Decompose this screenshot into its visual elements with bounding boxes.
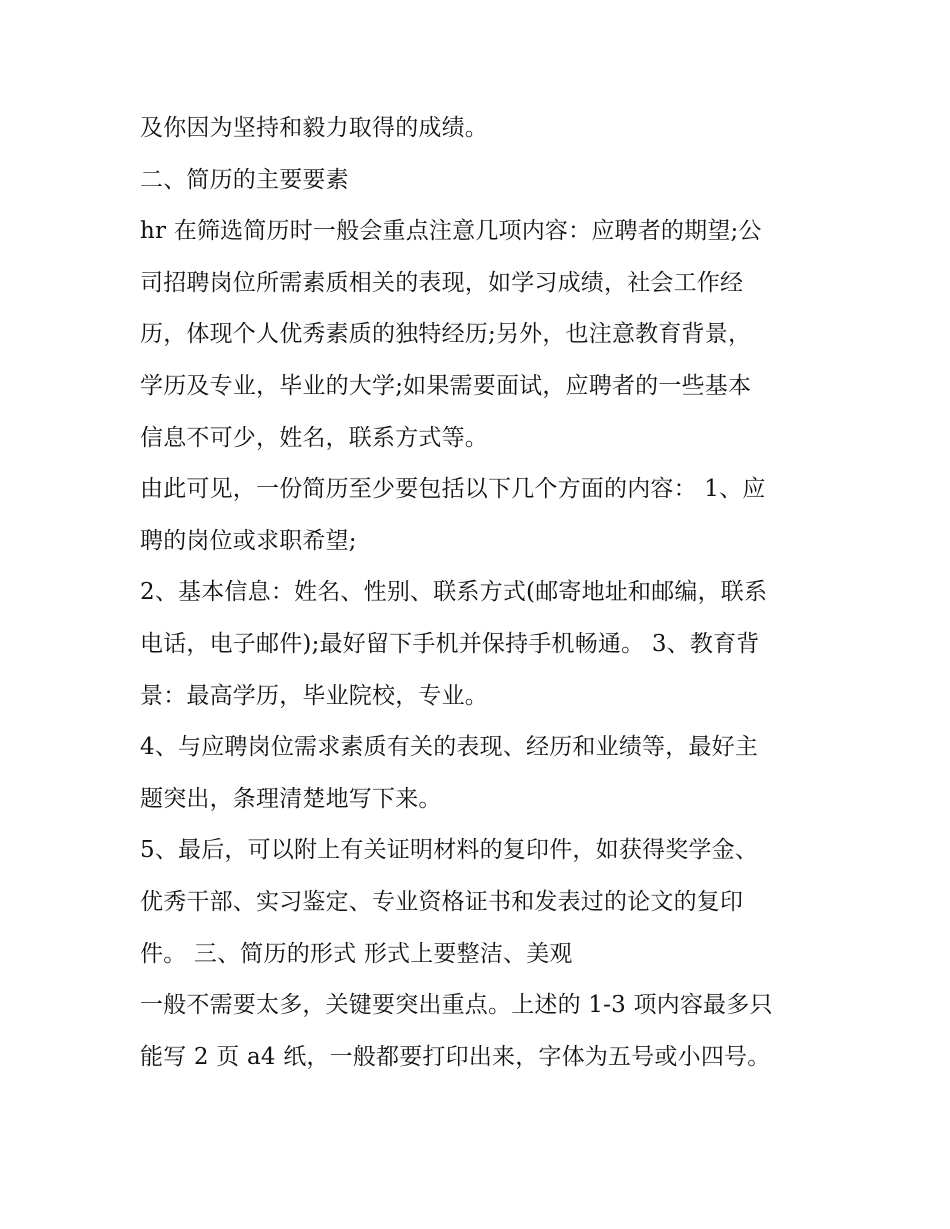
text-line: 一般不需要太多，关键要突出重点。上述的 1-3 项内容最多只: [140, 992, 773, 1019]
text-line: 5、最后，可以附上有关证明材料的复印件，如获得奖学金、: [140, 837, 759, 864]
text-line: 电话，电子邮件);最好留下手机并保持手机畅通。 3、教育背: [140, 630, 760, 657]
text-line: 能写 2 页 a4 纸，一般都要打印出来，字体为五号或小四号。: [140, 1043, 771, 1070]
text-line: 景：最高学历，毕业院校，专业。: [140, 682, 488, 709]
text-line: 聘的岗位或求职希望;: [140, 527, 357, 554]
text-line: 优秀干部、实习鉴定、专业资格证书和发表过的论文的复印: [140, 888, 744, 915]
text-line: 历，体现个人优秀素质的独特经历;另外，也注意教育背景，: [140, 321, 752, 348]
text-line: 信息不可少，姓名，联系方式等。: [140, 424, 488, 451]
text-line: 由此可见，一份简历至少要包括以下几个方面的内容： 1、应: [140, 476, 766, 503]
text-line: 司招聘岗位所需素质相关的表现，如学习成绩，社会工作经: [140, 269, 744, 296]
text-line: 题突出，条理清楚地写下来。: [140, 785, 442, 812]
text-line: 4、与应聘岗位需求素质有关的表现、经历和业绩等，最好主: [140, 734, 759, 761]
text-line: 及你因为坚持和毅力取得的成绩。: [140, 115, 488, 141]
section-heading: 二、简历的主要要素: [140, 166, 349, 193]
text-line: hr 在筛选简历时一般会重点注意几项内容：应聘者的期望;公: [140, 218, 762, 245]
text-line: 2、基本信息：姓名、性别、联系方式(邮寄地址和邮编，联系: [140, 579, 768, 606]
document-body: [140, 108, 820, 1088]
text-line: 件。 三、简历的形式 形式上要整洁、美观: [140, 940, 573, 967]
text-line: 学历及专业，毕业的大学;如果需要面试，应聘者的一些基本: [140, 372, 752, 399]
